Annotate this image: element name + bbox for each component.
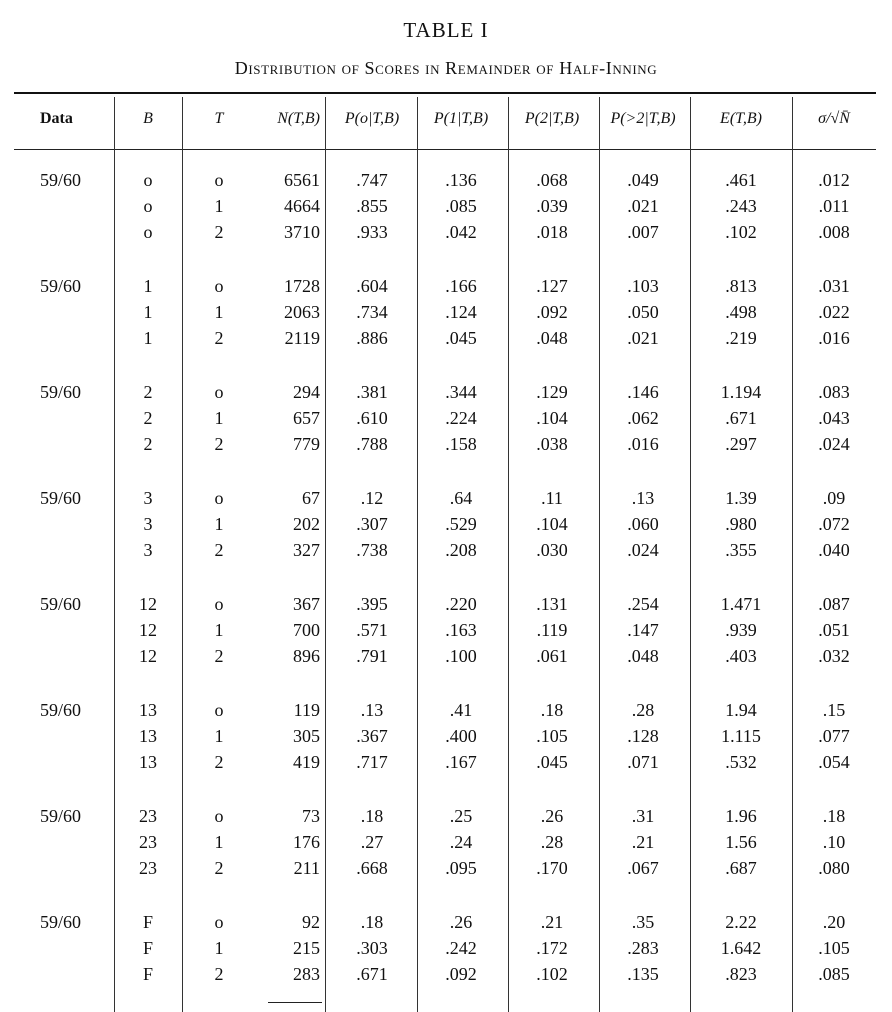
column-divider [182, 97, 183, 1012]
table-cell-sigma: .087 [818, 594, 850, 614]
table-cell-p0: .668 [356, 858, 388, 878]
table-cell-pgt2: .31 [631, 806, 655, 826]
table-cell-t: o [214, 912, 224, 932]
table-cell-b: 2 [143, 382, 153, 402]
table-cell-p0: .788 [356, 434, 388, 454]
column-header: E(T,B) [720, 110, 762, 127]
table-cell-sigma: .032 [818, 646, 850, 666]
table-cell-p0: .738 [356, 540, 388, 560]
table-cell-n: 294 [293, 382, 320, 402]
table-cell-p2: .068 [536, 170, 568, 190]
table-cell-p0: .886 [356, 328, 388, 348]
bottom-rule [268, 1002, 322, 1003]
table-cell-b: 1 [143, 276, 153, 296]
table-cell-sigma: .09 [822, 488, 846, 508]
table-cell-pgt2: .071 [627, 752, 659, 772]
table-cell-sigma: .083 [818, 382, 850, 402]
table-cell-p2: .102 [536, 964, 568, 984]
table-cell-e: 1.96 [725, 806, 757, 826]
table-cell-pgt2: .049 [627, 170, 659, 190]
table-cell-sigma: .072 [818, 514, 850, 534]
column-header: P(1|T,B) [433, 110, 489, 127]
table-cell-t: 1 [214, 302, 224, 322]
table-cell-pgt2: .021 [627, 196, 659, 216]
table-cell-pgt2: .283 [627, 938, 659, 958]
table-cell-p2: .127 [536, 276, 568, 296]
table-cell-t: 1 [214, 408, 224, 428]
table-cell-p2: .172 [536, 938, 568, 958]
table-cell-sigma: .10 [822, 832, 846, 852]
data-label: 59/60 [40, 700, 82, 720]
table-cell-n: 327 [293, 540, 320, 560]
table-cell-p2: .18 [540, 700, 564, 720]
column-divider [508, 97, 509, 1012]
table-cell-pgt2: .067 [627, 858, 659, 878]
table-cell-e: .243 [725, 196, 757, 216]
table-cell-t: o [214, 382, 224, 402]
table-cell-pgt2: .21 [631, 832, 655, 852]
table-cell-p0: .13 [360, 700, 384, 720]
column-divider [325, 97, 326, 1012]
column-divider [690, 97, 691, 1012]
data-label: 59/60 [40, 594, 82, 614]
data-label: 59/60 [40, 382, 82, 402]
table-cell-p2: .119 [536, 620, 568, 640]
table-cell-sigma: .031 [818, 276, 850, 296]
table-cell-t: 2 [214, 752, 224, 772]
table-cell-p2: .018 [536, 222, 568, 242]
table-cell-sigma: .012 [818, 170, 850, 190]
table-cell-pgt2: .35 [631, 912, 655, 932]
table-cell-p1: .124 [445, 302, 477, 322]
table-cell-pgt2: .135 [627, 964, 659, 984]
table-cell-n: 1728 [284, 276, 320, 296]
table-cell-t: 1 [214, 938, 224, 958]
table-cell-t: o [214, 276, 224, 296]
table-cell-n: 2119 [284, 328, 320, 348]
table-cell-e: .671 [725, 408, 757, 428]
table-cell-n: 896 [293, 646, 320, 666]
table-cell-n: 67 [302, 488, 320, 508]
table-cell-e: 1.115 [721, 726, 761, 746]
table-cell-t: 1 [214, 196, 224, 216]
table-cell-p0: .303 [356, 938, 388, 958]
table-cell-p2: .26 [540, 806, 564, 826]
table-cell-p1: .242 [445, 938, 477, 958]
table-cell-b: 12 [139, 646, 157, 666]
column-header: P(2|T,B) [524, 110, 580, 127]
table-cell-p2: .039 [536, 196, 568, 216]
table-cell-p1: .25 [449, 806, 473, 826]
table-cell-p0: .933 [356, 222, 388, 242]
table-cell-e: .823 [725, 964, 757, 984]
table-cell-p1: .64 [449, 488, 473, 508]
table-cell-p2: .104 [536, 514, 568, 534]
table-cell-p2: .061 [536, 646, 568, 666]
table-cell-pgt2: .147 [627, 620, 659, 640]
table-cell-p0: .12 [360, 488, 384, 508]
table-cell-p2: .104 [536, 408, 568, 428]
table-cell-e: .461 [725, 170, 757, 190]
table-cell-e: .498 [725, 302, 757, 322]
table-cell-p1: .045 [445, 328, 477, 348]
table-cell-t: 1 [214, 620, 224, 640]
table-cell-b: 23 [139, 832, 157, 852]
table-cell-n: 419 [293, 752, 320, 772]
table-cell-p0: .734 [356, 302, 388, 322]
table-cell-p1: .224 [445, 408, 477, 428]
table-cell-p1: .136 [445, 170, 477, 190]
column-header: N(T,B) [277, 110, 320, 127]
table-cell-t: 2 [214, 646, 224, 666]
table-cell-p0: .27 [360, 832, 384, 852]
table-cell-b: 12 [139, 620, 157, 640]
table-cell-sigma: .20 [822, 912, 846, 932]
table-cell-p0: .855 [356, 196, 388, 216]
table-cell-t: o [214, 700, 224, 720]
table-cell-pgt2: .024 [627, 540, 659, 560]
table-cell-p2: .131 [536, 594, 568, 614]
table-cell-e: .532 [725, 752, 757, 772]
table-cell-n: 779 [293, 434, 320, 454]
table-cell-p1: .41 [449, 700, 473, 720]
table-cell-n: 305 [293, 726, 320, 746]
table-cell-p2: .092 [536, 302, 568, 322]
table-cell-n: 700 [293, 620, 320, 640]
table-cell-sigma: .105 [818, 938, 850, 958]
table-cell-t: 1 [214, 514, 224, 534]
table-cell-p1: .092 [445, 964, 477, 984]
table-cell-p1: .166 [445, 276, 477, 296]
table-cell-n: 3710 [284, 222, 320, 242]
table-cell-e: 2.22 [725, 912, 757, 932]
table-cell-e: .219 [725, 328, 757, 348]
table-cell-pgt2: .016 [627, 434, 659, 454]
data-label: 59/60 [40, 488, 82, 508]
table-cell-p0: .571 [356, 620, 388, 640]
column-header: Data [40, 110, 73, 127]
table-cell-n: 215 [293, 938, 320, 958]
table-cell-p0: .671 [356, 964, 388, 984]
table-cell-n: 73 [302, 806, 320, 826]
table-cell-p0: .791 [356, 646, 388, 666]
table-cell-pgt2: .021 [627, 328, 659, 348]
table-cell-t: 2 [214, 858, 224, 878]
data-label: 59/60 [40, 912, 82, 932]
table-cell-b: 1 [143, 302, 153, 322]
data-label: 59/60 [40, 806, 82, 826]
table-cell-p1: .400 [445, 726, 477, 746]
table-cell-pgt2: .050 [627, 302, 659, 322]
table-cell-pgt2: .28 [631, 700, 655, 720]
table-cell-p1: .529 [445, 514, 477, 534]
table-cell-sigma: .043 [818, 408, 850, 428]
table-cell-b: 3 [143, 540, 153, 560]
table-cell-e: 1.471 [720, 594, 762, 614]
table-cell-p1: .158 [445, 434, 477, 454]
table-cell-b: o [143, 170, 153, 190]
table-cell-sigma: .011 [818, 196, 850, 216]
table-cell-n: 4664 [284, 196, 320, 216]
table-cell-p1: .220 [445, 594, 477, 614]
table-cell-t: 2 [214, 328, 224, 348]
table-cell-e: .102 [725, 222, 757, 242]
table-cell-sigma: .016 [818, 328, 850, 348]
table-cell-e: 1.94 [725, 700, 757, 720]
table-cell-t: o [214, 594, 224, 614]
table-title: TABLE I [403, 18, 489, 42]
table-cell-b: 23 [139, 858, 157, 878]
column-header: B [143, 110, 153, 127]
column-divider [417, 97, 418, 1012]
column-divider [114, 97, 115, 1012]
table-cell-t: o [214, 170, 224, 190]
table-cell-b: 1 [143, 328, 153, 348]
table-cell-e: 1.642 [720, 938, 762, 958]
table-cell-sigma: .080 [818, 858, 850, 878]
table-cell-p0: .717 [356, 752, 388, 772]
table-cell-pgt2: .060 [627, 514, 659, 534]
table-cell-pgt2: .048 [627, 646, 659, 666]
table-cell-b: 23 [139, 806, 157, 826]
table-cell-p1: .344 [445, 382, 477, 402]
table-cell-sigma: .051 [818, 620, 850, 640]
table-cell-p1: .208 [445, 540, 477, 560]
table-cell-e: 1.194 [720, 382, 762, 402]
table-cell-p0: .18 [360, 806, 384, 826]
table-cell-p2: .129 [536, 382, 568, 402]
table-cell-t: 2 [214, 540, 224, 560]
table-cell-p0: .747 [356, 170, 388, 190]
table-cell-sigma: .022 [818, 302, 850, 322]
table-cell-p2: .045 [536, 752, 568, 772]
table-cell-b: 2 [143, 408, 153, 428]
table-cell-pgt2: .146 [627, 382, 659, 402]
table-cell-pgt2: .128 [627, 726, 659, 746]
table-cell-n: 119 [293, 700, 320, 720]
table-cell-b: 12 [139, 594, 157, 614]
table-cell-p1: .163 [445, 620, 477, 640]
table-cell-sigma: .085 [818, 964, 850, 984]
table-cell-b: 2 [143, 434, 153, 454]
table-cell-b: F [142, 912, 154, 932]
table-cell-sigma: .077 [818, 726, 850, 746]
table-cell-pgt2: .254 [627, 594, 659, 614]
column-divider [599, 97, 600, 1012]
table-cell-p2: .048 [536, 328, 568, 348]
table-cell-p2: .11 [541, 488, 563, 508]
table-cell-n: 202 [293, 514, 320, 534]
table-cell-b: o [143, 196, 153, 216]
table-cell-pgt2: .13 [631, 488, 655, 508]
table-cell-p2: .21 [540, 912, 564, 932]
table-cell-e: 1.56 [725, 832, 757, 852]
table-cell-e: .403 [725, 646, 757, 666]
table-cell-n: 367 [293, 594, 320, 614]
header-rule [14, 149, 876, 150]
table-cell-sigma: .15 [822, 700, 846, 720]
table-cell-p0: .395 [356, 594, 388, 614]
table-cell-p0: .307 [356, 514, 388, 534]
table-cell-p0: .367 [356, 726, 388, 746]
table-cell-b: 13 [139, 752, 157, 772]
table-subtitle: Distribution of Scores in Remainder of Half-Inning [234, 58, 658, 78]
table-cell-p1: .095 [445, 858, 477, 878]
column-header: T [214, 110, 224, 127]
table-cell-e: .355 [725, 540, 757, 560]
table-cell-p2: .030 [536, 540, 568, 560]
column-header: P(>2|T,B) [610, 110, 676, 127]
table-cell-e: .813 [725, 276, 757, 296]
table-cell-p2: .170 [536, 858, 568, 878]
top-rule [14, 92, 876, 94]
table-cell-n: 92 [302, 912, 320, 932]
table-cell-e: 1.39 [725, 488, 757, 508]
table-cell-t: 2 [214, 964, 224, 984]
table-cell-e: .297 [725, 434, 757, 454]
table-cell-n: 176 [293, 832, 320, 852]
table-cell-t: o [214, 488, 224, 508]
data-label: 59/60 [40, 276, 82, 296]
table-cell-p1: .24 [449, 832, 473, 852]
table-cell-n: 6561 [284, 170, 320, 190]
table-cell-n: 657 [293, 408, 320, 428]
table-cell-sigma: .054 [818, 752, 850, 772]
column-header: σ/√N̄ [818, 110, 850, 127]
table-cell-b: 13 [139, 726, 157, 746]
table-cell-p1: .26 [449, 912, 473, 932]
table-cell-b: o [143, 222, 153, 242]
table-cell-n: 211 [293, 858, 320, 878]
table-cell-e: .687 [725, 858, 757, 878]
table-cell-t: o [214, 806, 224, 826]
table-cell-n: 283 [293, 964, 320, 984]
table-cell-p2: .038 [536, 434, 568, 454]
table-cell-b: F [142, 938, 154, 958]
table-cell-p0: .381 [356, 382, 388, 402]
table-cell-t: 1 [214, 832, 224, 852]
table-cell-n: 2063 [284, 302, 320, 322]
table-cell-p0: .18 [360, 912, 384, 932]
table-cell-sigma: .008 [818, 222, 850, 242]
table-cell-e: .980 [725, 514, 757, 534]
table-cell-b: 3 [143, 488, 153, 508]
data-label: 59/60 [40, 170, 82, 190]
table-cell-sigma: .024 [818, 434, 850, 454]
table-cell-b: 13 [139, 700, 157, 720]
table-cell-t: 2 [214, 434, 224, 454]
table-cell-b: F [142, 964, 154, 984]
table-cell-p0: .604 [356, 276, 388, 296]
table-cell-p1: .042 [445, 222, 477, 242]
table-cell-sigma: .040 [818, 540, 850, 560]
table-cell-p1: .100 [445, 646, 477, 666]
table-cell-p2: .28 [540, 832, 564, 852]
column-header: P(o|T,B) [344, 110, 400, 127]
column-divider [792, 97, 793, 1012]
table-cell-t: 2 [214, 222, 224, 242]
table-cell-sigma: .18 [822, 806, 846, 826]
table-cell-p1: .167 [445, 752, 477, 772]
table-cell-t: 1 [214, 726, 224, 746]
table-cell-pgt2: .062 [627, 408, 659, 428]
table-cell-p1: .085 [445, 196, 477, 216]
table-cell-e: .939 [725, 620, 757, 640]
table-cell-p2: .105 [536, 726, 568, 746]
table-cell-p0: .610 [356, 408, 388, 428]
table-cell-b: 3 [143, 514, 153, 534]
table-cell-pgt2: .103 [627, 276, 659, 296]
table-cell-pgt2: .007 [627, 222, 659, 242]
